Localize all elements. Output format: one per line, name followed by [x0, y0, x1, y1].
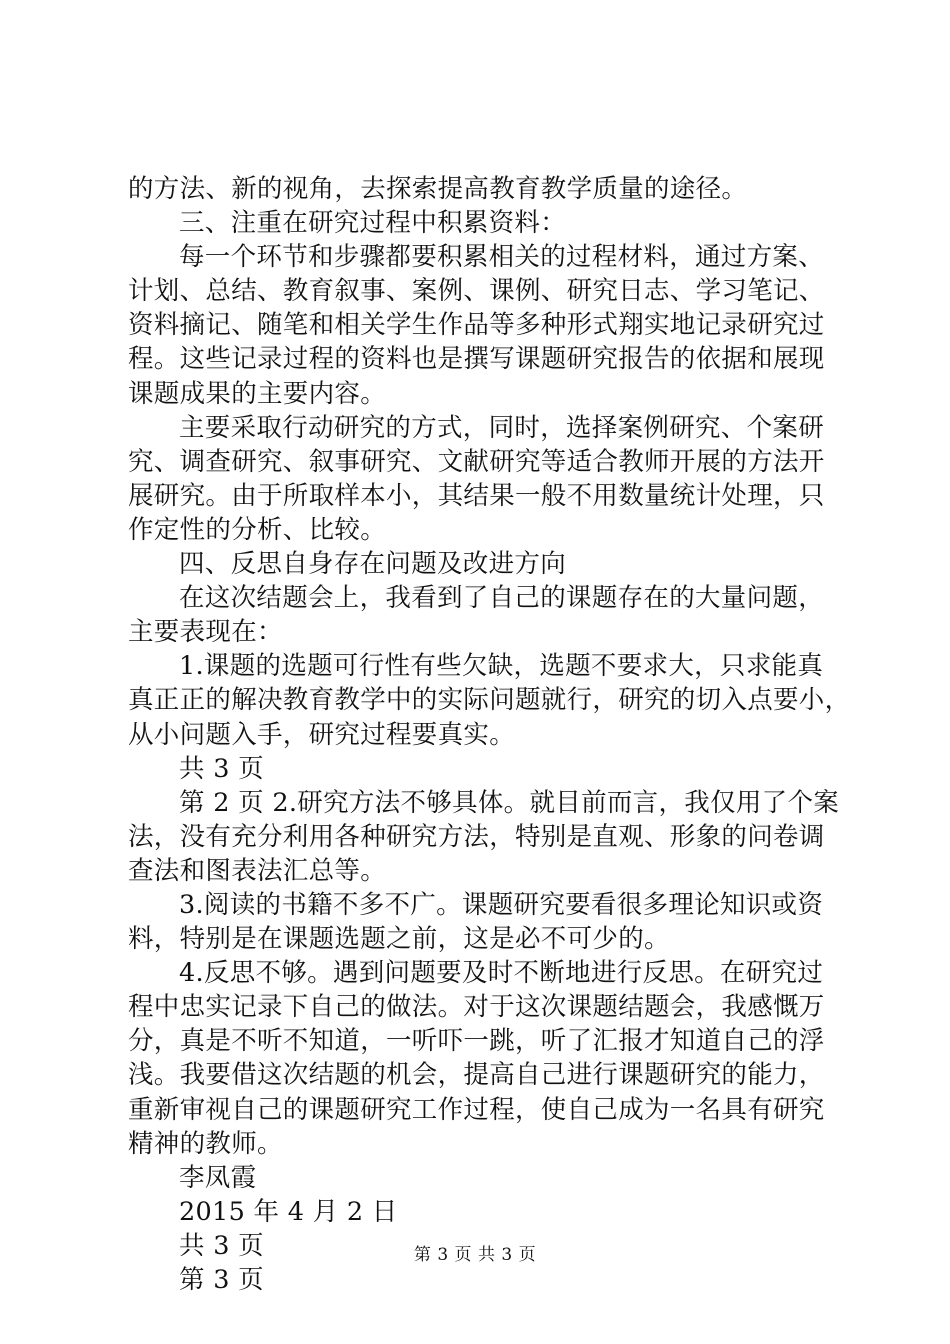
text-line: 从小问题入手，研究过程要真实。	[128, 719, 516, 750]
text-line: 4.反思不够。遇到问题要及时不断地进行反思。在研究过	[179, 958, 824, 989]
text-line: 第 3 页	[179, 1265, 264, 1295]
text-line: 资料摘记、随笔和相关学生作品等多种形式翔实地记录研究过	[128, 310, 825, 341]
text-line: 法，没有充分利用各种研究方法，特别是直观、形象的问卷调	[128, 821, 825, 852]
text-line: 计划、总结、教育叙事、案例、课例、研究日志、学习笔记、	[128, 276, 825, 307]
text-line: 每一个环节和步骤都要积累相关的过程材料，通过方案、	[179, 242, 825, 273]
document-body	[128, 172, 851, 1297]
text-line: 分，真是不听不知道，一听吓一跳，听了汇报才知道自己的浮	[128, 1026, 825, 1057]
text-line: 主要采取行动研究的方式，同时，选择案例研究、个案研	[179, 412, 825, 443]
text-line: 展研究。由于所取样本小，其结果一般不用数量统计处理，只	[128, 480, 825, 511]
text-line: 的方法、新的视角，去探索提高教育教学质量的途径。	[128, 174, 748, 204]
text-line: 2015 年 4 月 2 日	[179, 1196, 398, 1227]
text-line: 真正正的解决教育教学中的实际问题就行，研究的切入点要小，	[128, 685, 851, 716]
text-line: 重新审视自己的课题研究工作过程，使自己成为一名具有研究	[128, 1094, 825, 1125]
text-line: 浅。我要借这次结题的机会，提高自己进行课题研究的能力，	[128, 1060, 825, 1091]
text-line: 共 3 页	[179, 1230, 264, 1261]
text-line: 料，特别是在课题选题之前，这是必不可少的。	[128, 924, 670, 955]
page-footer: 第 3 页 共 3 页	[413, 1245, 537, 1265]
text-line: 主要表现在：	[128, 617, 283, 648]
text-line: 作定性的分析、比较。	[128, 514, 387, 545]
text-line: 精神的教师。	[128, 1128, 283, 1159]
text-line: 李凤霞	[179, 1162, 257, 1193]
text-line: 四、反思自身存在问题及改进方向	[179, 549, 567, 580]
text-line: 在这次结题会上，我看到了自己的课题存在的大量问题，	[179, 583, 825, 614]
text-line: 查法和图表法汇总等。	[128, 855, 387, 886]
text-line: 三、注重在研究过程中积累资料：	[179, 208, 567, 239]
text-line: 程。这些记录过程的资料也是撰写课题研究报告的依据和展现	[128, 344, 825, 375]
text-line: 1.课题的选题可行性有些欠缺，选题不要求大，只求能真	[179, 651, 824, 682]
text-line: 3.阅读的书籍不多不广。课题研究要看很多理论知识或资	[179, 889, 824, 920]
text-line: 共 3 页	[179, 753, 264, 784]
text-line: 究、调查研究、叙事研究、文献研究等适合教师开展的方法开	[128, 446, 825, 477]
text-line: 第 2 页 2.研究方法不够具体。就目前而言，我仅用了个案	[179, 787, 840, 818]
text-line: 程中忠实记录下自己的做法。对于这次课题结题会，我感慨万	[128, 992, 825, 1023]
text-line: 课题成果的主要内容。	[128, 378, 387, 409]
